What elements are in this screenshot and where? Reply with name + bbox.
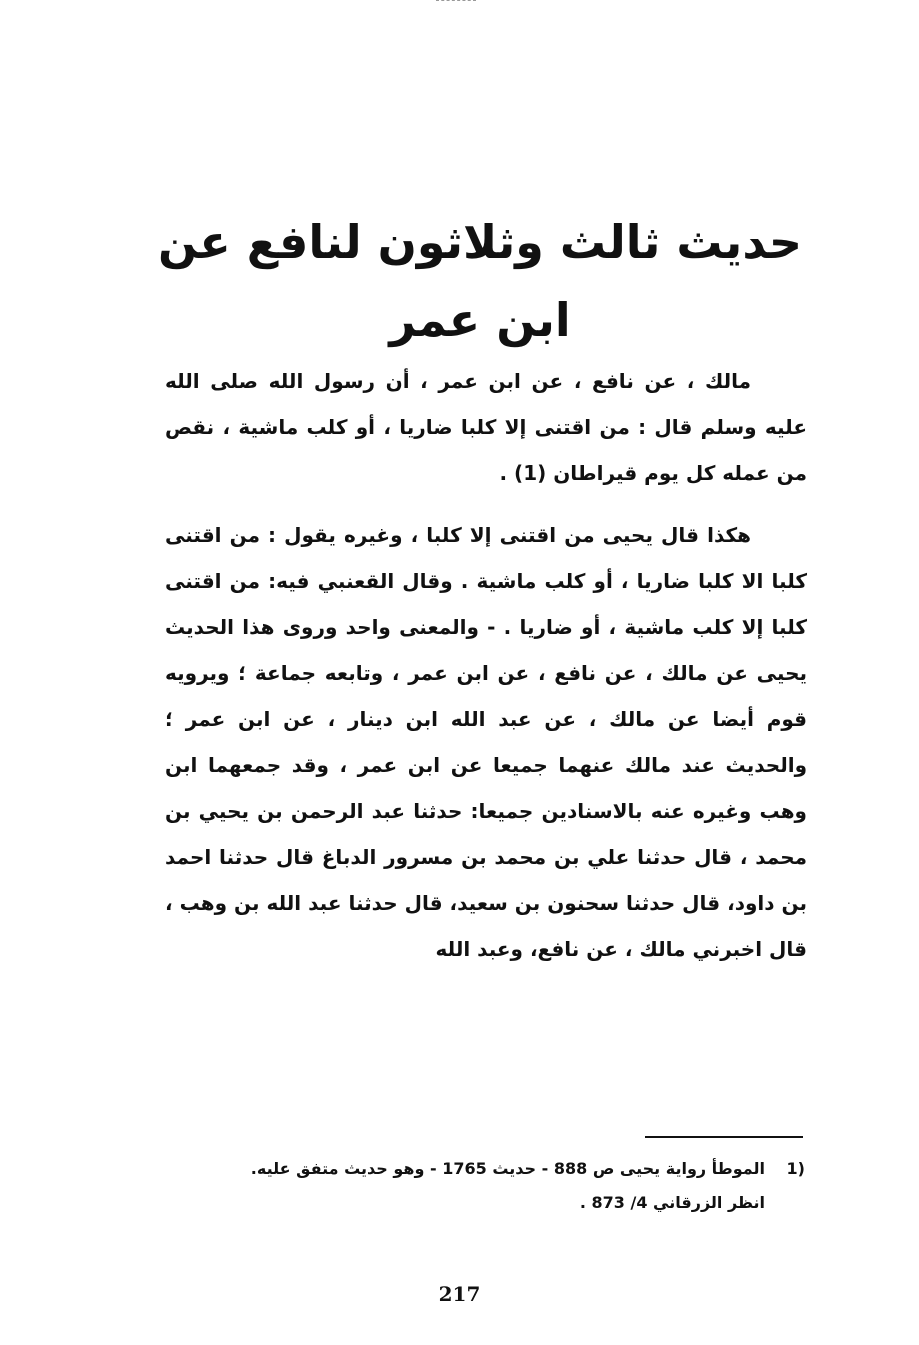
paragraph-hadith-text: مالك ، عن نافع ، عن ابن عمر ، أن رسول الله صلى الله عليه وسلم قال : من اقتنى إلا كلبا ضاريا ، أو كلب ماشية ، نقص من عمله كل يوم قيراطان (1) .	[165, 369, 807, 485]
page-number: 217	[438, 1282, 481, 1306]
paragraph-commentary: هكذا قال يحيى من اقتنى إلا كلبا ، وغيره يقول : من اقتنى كلبا الا كلبا ضاريا ، أو كلب ماشية . وقال القعنبي فيه: من اقتنى كلبا إلا كلب ماشية ، أو ضاريا . - والمعنى واحد وروى هذا الحديث يحيى عن مالك ، عن نافع ، عن ابن عمر ، وتابعه جماعة ؛ ويرويه قوم أيضا عن مالك ، عن عبد الله ابن دينار ، عن ابن عمر ؛ والحديث عند مالك عنهما جميعا عن ابن عمر ، وقد جمعهما ابن وهب وغيره عنه بالاسنادين جميعا: حدثنا عبد الرحمن بن يحيي بن محمد ، قال حدثنا علي بن محمد بن مسرور الدباغ قال حدثنا احمد بن داود، قال حدثنا سحنون بن سعيد، قال حدثنا عبد الله بن وهب ، قال اخبرني مالك ، عن نافع، وعبد الله	[165, 523, 807, 961]
footnote-marker: 1)	[786, 1159, 805, 1178]
chapter-title: حديث ثالث وثلاثون لنافع عن ابن عمر	[157, 214, 803, 347]
footnote	[165, 1152, 765, 1220]
footnote-separator	[645, 1136, 803, 1138]
footnote-line: الموطأ رواية يحيى ص 888 - حديث 1765 - وهو حديث متفق عليه.	[250, 1159, 765, 1178]
scan-edge-mark	[436, 0, 476, 3]
footnote-line: انظر الزرقاني 4/ 873 .	[579, 1193, 765, 1212]
